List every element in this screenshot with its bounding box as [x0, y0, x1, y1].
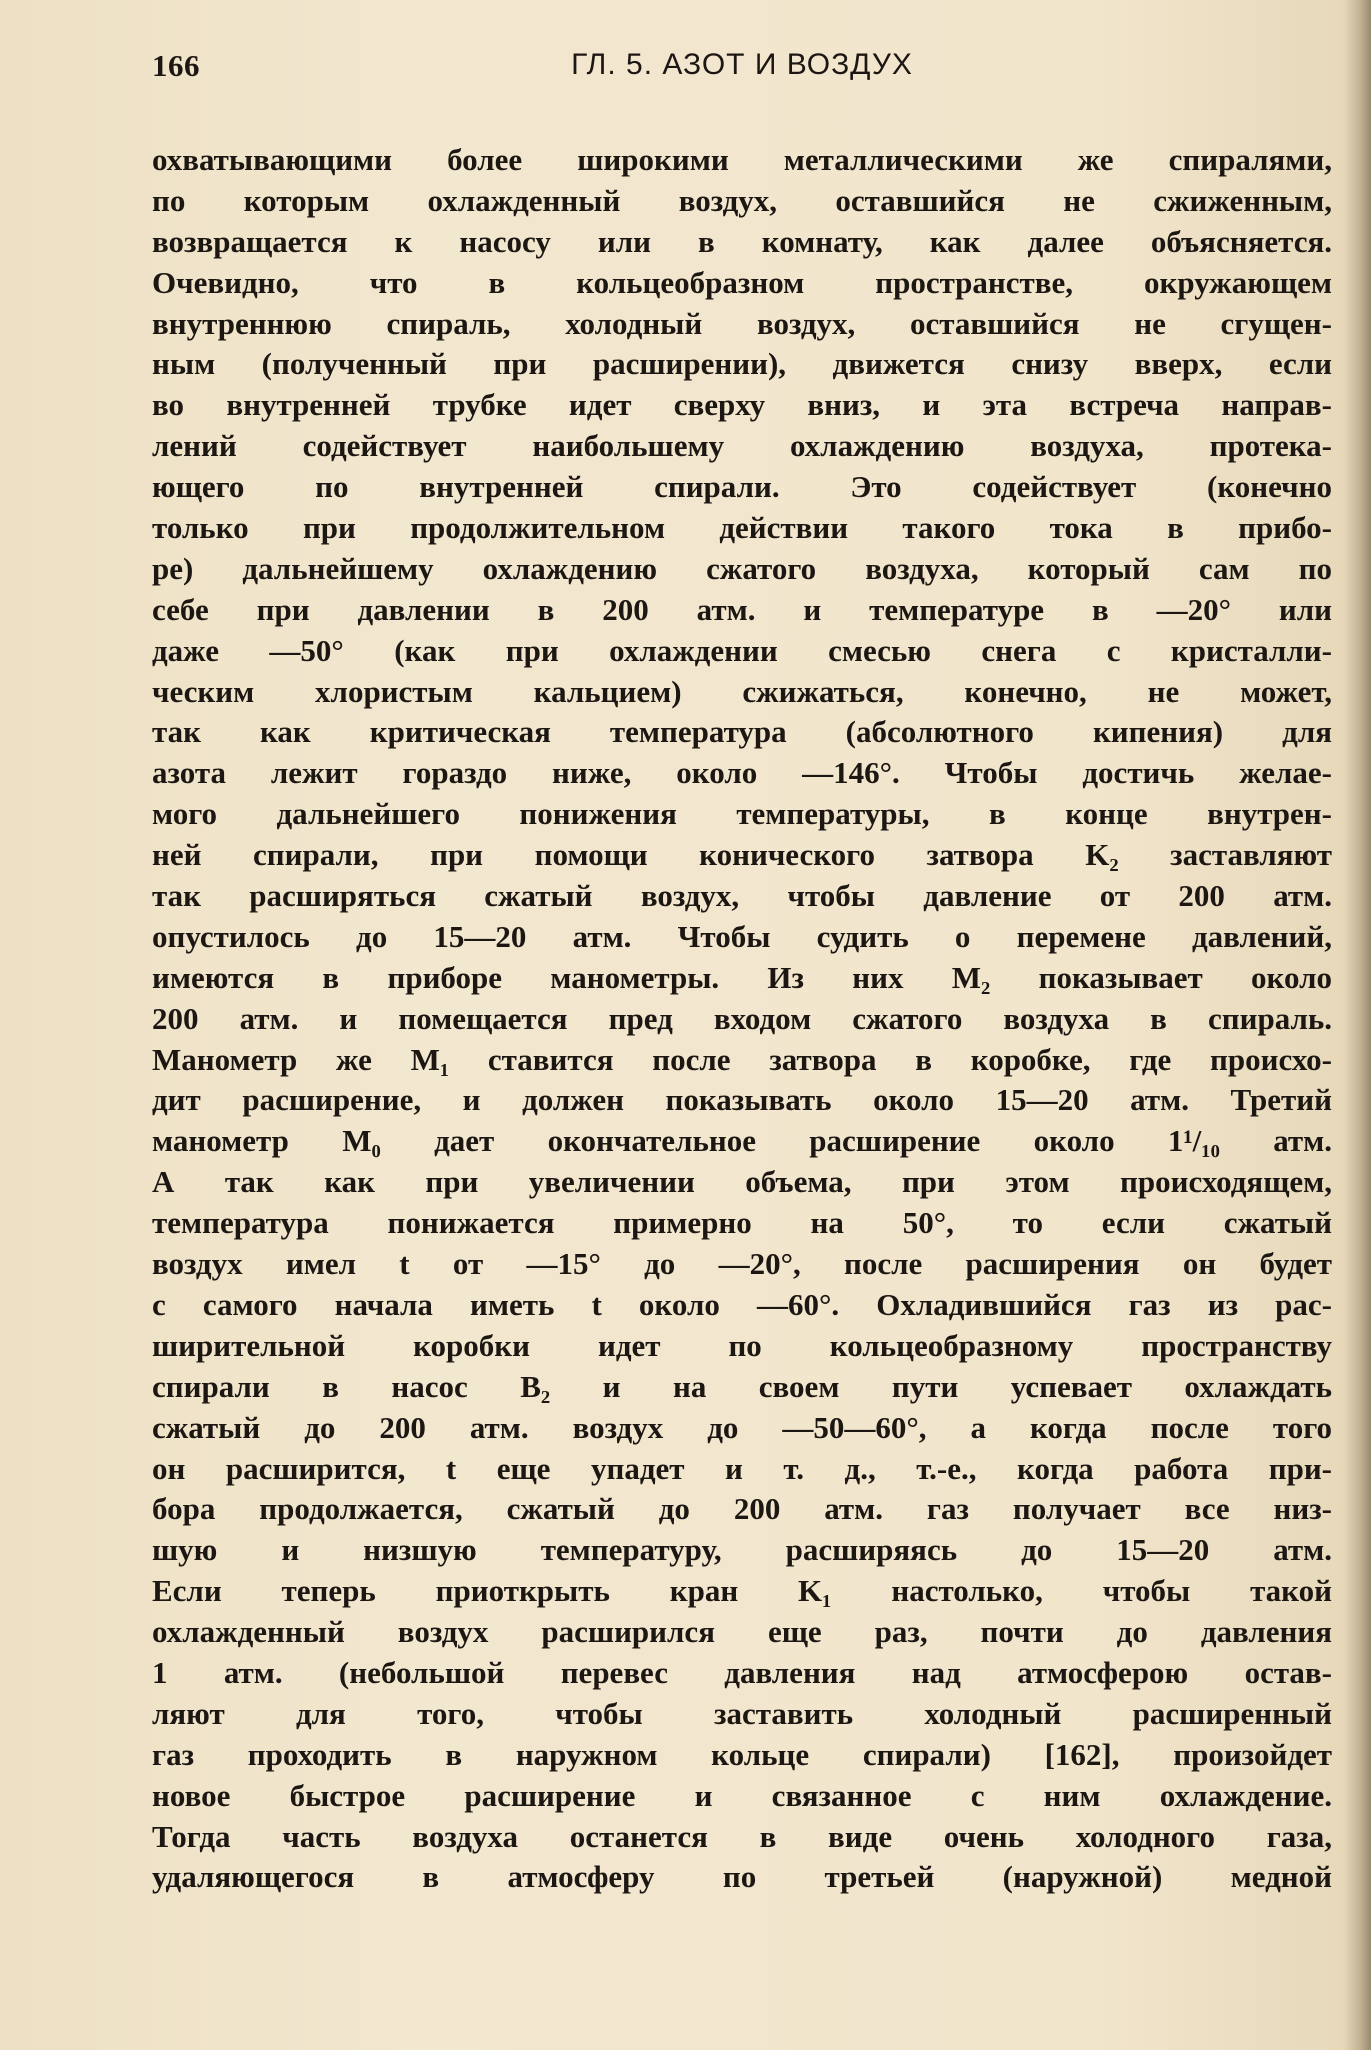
- running-head: ГЛ. 5. АЗОТ И ВОЗДУХ: [571, 48, 913, 81]
- text-line: Манометр же M₁ ставится после затвора в коробке, где происхо-: [152, 1041, 1332, 1077]
- text-line: температура понижается примерно на 50°, то если сжатый: [152, 1205, 1332, 1241]
- text-line: Очевидно, что в кольцеобразном пространстве, окружающем: [152, 264, 1332, 300]
- text-line: 1 атм. (небольшой перевес давления над атмосферою остав-: [152, 1654, 1332, 1690]
- text-line: газ проходить в наружном кольце спирали) [162], произойдет: [152, 1736, 1332, 1772]
- text-line: имеются в приборе манометры. Из них M₂ показывает около: [152, 959, 1332, 995]
- text-line: по которым охлажденный воздух, оставшийся не сжиженным,: [152, 182, 1332, 218]
- page-number: 166: [152, 48, 200, 83]
- text-line: новое быстрое расширение и связанное с ним охлаждение.: [152, 1777, 1332, 1813]
- text-line: внутреннюю спираль, холодный воздух, оставшийся не сгущен-: [152, 305, 1332, 341]
- text-line: во внутренней трубке идет сверху вниз, и эта встреча направ-: [152, 387, 1332, 423]
- text-line: ляют для того, чтобы заставить холодный расширенный: [152, 1695, 1332, 1731]
- page-spine-shadow: [1343, 0, 1371, 2050]
- body-text: [152, 140, 1332, 1898]
- text-line: ширительной коробки идет по кольцеобразному пространству: [152, 1327, 1332, 1363]
- text-line: Тогда часть воздуха останется в виде очень холодного газа,: [152, 1818, 1332, 1854]
- text-line: воздух имел t от —15° до —20°, после расширения он будет: [152, 1246, 1332, 1282]
- page-header: [152, 48, 1332, 98]
- text-line: 200 атм. и помещается пред входом сжатого воздуха в спираль.: [152, 1000, 1332, 1036]
- text-line: себе при давлении в 200 атм. и температуре в —20° или: [152, 591, 1332, 627]
- text-line: ющего по внутренней спирали. Это содействует (конечно: [152, 469, 1332, 505]
- text-line: даже —50° (как при охлаждении смесью снега с кристалли-: [152, 632, 1332, 668]
- text-line: ре) дальнейшему охлаждению сжатого воздуха, который сам по: [152, 550, 1332, 586]
- text-line: ней спирали, при помощи конического затвора K₂ заставляют: [152, 837, 1332, 873]
- text-line: Если теперь приоткрыть кран K₁ настолько, чтобы такой: [152, 1573, 1332, 1609]
- text-line: с самого начала иметь t около —60°. Охладившийся газ из рас-: [152, 1286, 1332, 1322]
- text-line: ческим хлористым кальцием) сжижаться, конечно, не может,: [152, 673, 1332, 709]
- text-line: так как критическая температура (абсолютного кипения) для: [152, 714, 1332, 750]
- text-line: опустилось до 15—20 атм. Чтобы судить о перемене давлений,: [152, 918, 1332, 954]
- text-line: возвращается к насосу или в комнату, как далее объясняется.: [152, 223, 1332, 259]
- text-line: дит расширение, и должен показывать около 15—20 атм. Третий: [152, 1082, 1332, 1118]
- text-line: азота лежит гораздо ниже, около —146°. Чтобы достичь желае-: [152, 755, 1332, 791]
- text-line: охлажденный воздух расширился еще раз, почти до давления: [152, 1614, 1332, 1650]
- text-line: удаляющегося в атмосферу по третьей (наружной) медной: [152, 1859, 1332, 1895]
- text-line: он расширится, t еще упадет и т. д., т.-е., когда работа при-: [152, 1450, 1332, 1486]
- text-line: сжатый до 200 атм. воздух до —50—60°, а когда после того: [152, 1409, 1332, 1445]
- text-line: ным (полученный при расширении), движется снизу вверх, если: [152, 346, 1332, 382]
- text-line: бора продолжается, сжатый до 200 атм. газ получает все низ-: [152, 1491, 1332, 1527]
- text-line: лений содействует наибольшему охлаждению воздуха, протека-: [152, 428, 1332, 464]
- text-line: шую и низшую температуру, расширяясь до 15—20 атм.: [152, 1532, 1332, 1568]
- text-line: только при продолжительном действии такого тока в прибо-: [152, 510, 1332, 546]
- text-line: спирали в насос B₂ и на своем пути успевает охлаждать: [152, 1368, 1332, 1404]
- text-line: охватывающими более широкими металлическими же спиралями,: [152, 142, 1332, 177]
- text-line: А так как при увеличении объема, при этом происходящем,: [152, 1164, 1332, 1200]
- text-line: мого дальнейшего понижения температуры, в конце внутрен-: [152, 796, 1332, 832]
- text-line: так расширяться сжатый воздух, чтобы давление от 200 атм.: [152, 878, 1332, 914]
- text-line: манометр M₀ дает окончательное расширение около 1¹/₁₀ атм.: [152, 1123, 1332, 1159]
